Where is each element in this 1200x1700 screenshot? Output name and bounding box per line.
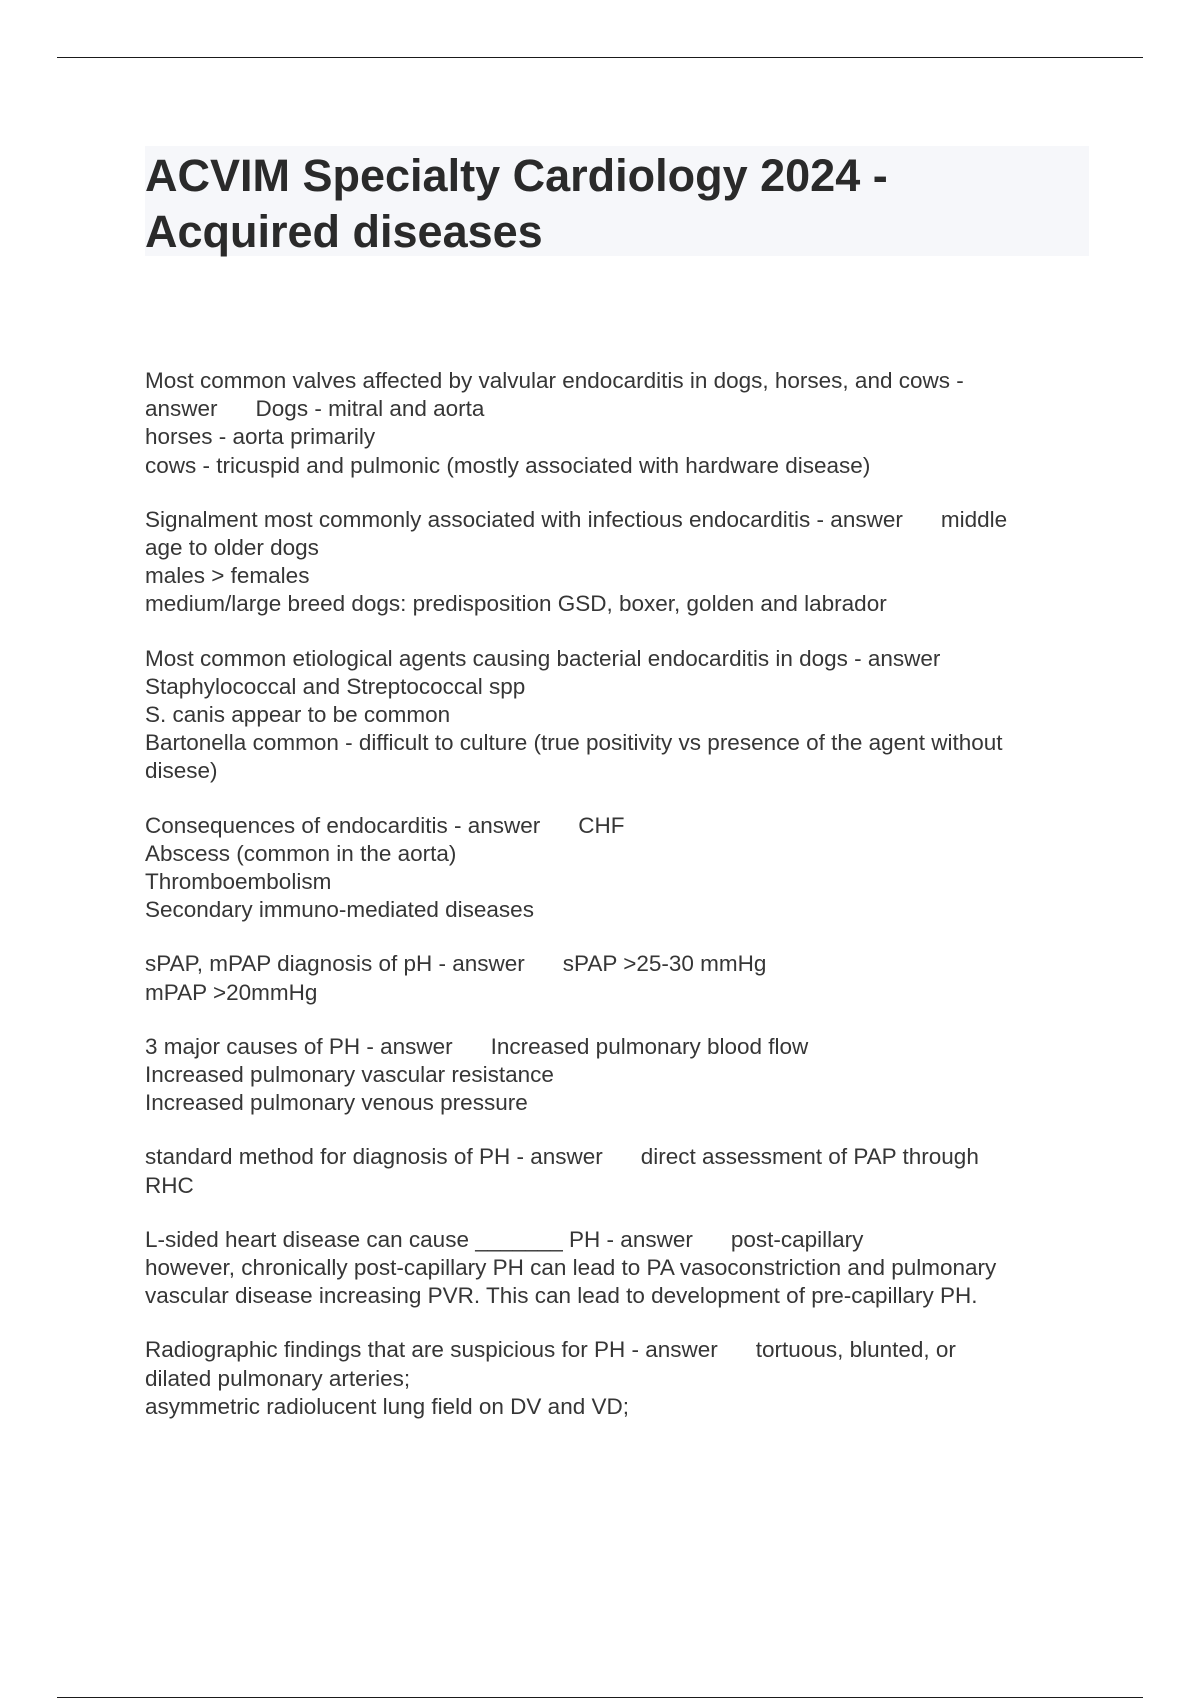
qa-line [145,534,1095,562]
qa-answer: sPAP >25-30 mmHg [562,951,767,977]
qa-line [145,645,1095,673]
qa-line [145,729,1095,757]
qa-line [145,1143,1095,1171]
qa-item [145,367,1095,480]
qa-text: Thromboembolism [145,869,332,895]
qa-text: males > females [145,563,310,589]
qa-text: medium/large breed dogs: predisposition GSD, boxer, golden and labrador [145,591,887,617]
title-line-1: ACVIM Specialty Cardiology 2024 - [145,150,888,201]
qa-line [145,1365,1095,1393]
qa-line [145,701,1095,729]
qa-text: RHC [145,1172,194,1198]
qa-line [145,1393,1095,1421]
qa-line [145,506,1095,534]
qa-line [145,896,1095,924]
qa-text: age to older dogs [145,535,319,561]
qa-text: L-sided heart disease can cause _______ PH - answer [145,1226,693,1252]
qa-text: cows - tricuspid and pulmonic (mostly associated with hardware disease) [145,452,871,478]
document-title [145,146,1089,256]
qa-line [145,452,1095,480]
qa-item [145,1033,1095,1118]
qa-item [145,950,1095,1006]
qa-line [145,979,1095,1007]
qa-item [145,506,1095,619]
qa-text: sPAP, mPAP diagnosis of pH - answer [145,951,525,977]
qa-text: standard method for diagnosis of PH - answer [145,1144,603,1170]
qa-line [145,812,1095,840]
qa-item [145,1336,1095,1421]
qa-item [145,645,1095,786]
qa-text: disese) [145,758,218,784]
qa-line [145,673,1095,701]
qa-text: however, chronically post-capillary PH can lead to PA vasoconstriction and pulmonary [145,1255,997,1281]
qa-answer: Dogs - mitral and aorta [255,396,485,422]
qa-item [145,1226,1095,1311]
qa-text: Signalment most commonly associated with infectious endocarditis - answer [145,506,903,532]
qa-text: vascular disease increasing PVR. This can lead to development of pre-capillary PH. [145,1283,978,1309]
qa-text: Most common valves affected by valvular endocarditis in dogs, horses, and cows - [145,368,964,393]
qa-line [145,868,1095,896]
qa-answer: post-capillary [730,1226,864,1252]
qa-text: asymmetric radiolucent lung field on DV and VD; [145,1393,629,1419]
qa-line [145,840,1095,868]
qa-text: horses - aorta primarily [145,424,376,450]
qa-text: Increased pulmonary vascular resistance [145,1062,554,1088]
top-rule [57,57,1143,58]
qa-text: Abscess (common in the aorta) [145,840,457,866]
qa-line [145,1172,1095,1200]
bottom-rule [57,1697,1143,1698]
qa-line [145,1282,1095,1310]
qa-line [145,367,1095,395]
qa-answer: Increased pulmonary blood flow [490,1033,809,1059]
qa-text: dilated pulmonary arteries; [145,1365,411,1391]
qa-answer: CHF [578,812,625,838]
qa-line [145,395,1095,423]
qa-text: Bartonella common - difficult to culture (true positivity vs presence of the agent without [145,730,1003,756]
qa-text: Consequences of endocarditis - answer [145,812,541,838]
qa-text: answer [145,396,218,422]
qa-text: Secondary immuno-mediated diseases [145,897,534,923]
qa-text: Most common etiological agents causing bacterial endocarditis in dogs - answer [145,645,941,671]
qa-text: Radiographic findings that are suspicious for PH - answer [145,1337,718,1363]
qa-line [145,757,1095,785]
qa-answer: direct assessment of PAP through [640,1144,979,1170]
qa-item [145,1143,1095,1199]
qa-line [145,1226,1095,1254]
qa-line [145,423,1095,451]
qa-line [145,1336,1095,1364]
title-line-2: Acquired diseases [145,206,543,257]
qa-line [145,590,1095,618]
qa-list [145,367,1095,1447]
qa-text: mPAP >20mmHg [145,979,318,1005]
qa-line [145,562,1095,590]
qa-item [145,812,1095,925]
qa-text: Increased pulmonary venous pressure [145,1090,528,1116]
qa-answer: tortuous, blunted, or [755,1337,956,1363]
qa-answer: middle [940,506,1008,532]
qa-text: 3 major causes of PH - answer [145,1033,453,1059]
qa-line [145,1061,1095,1089]
qa-text: S. canis appear to be common [145,702,451,728]
qa-line [145,1089,1095,1117]
qa-line [145,1254,1095,1282]
qa-line [145,1033,1095,1061]
qa-line [145,950,1095,978]
qa-text: Staphylococcal and Streptococcal spp [145,673,526,699]
